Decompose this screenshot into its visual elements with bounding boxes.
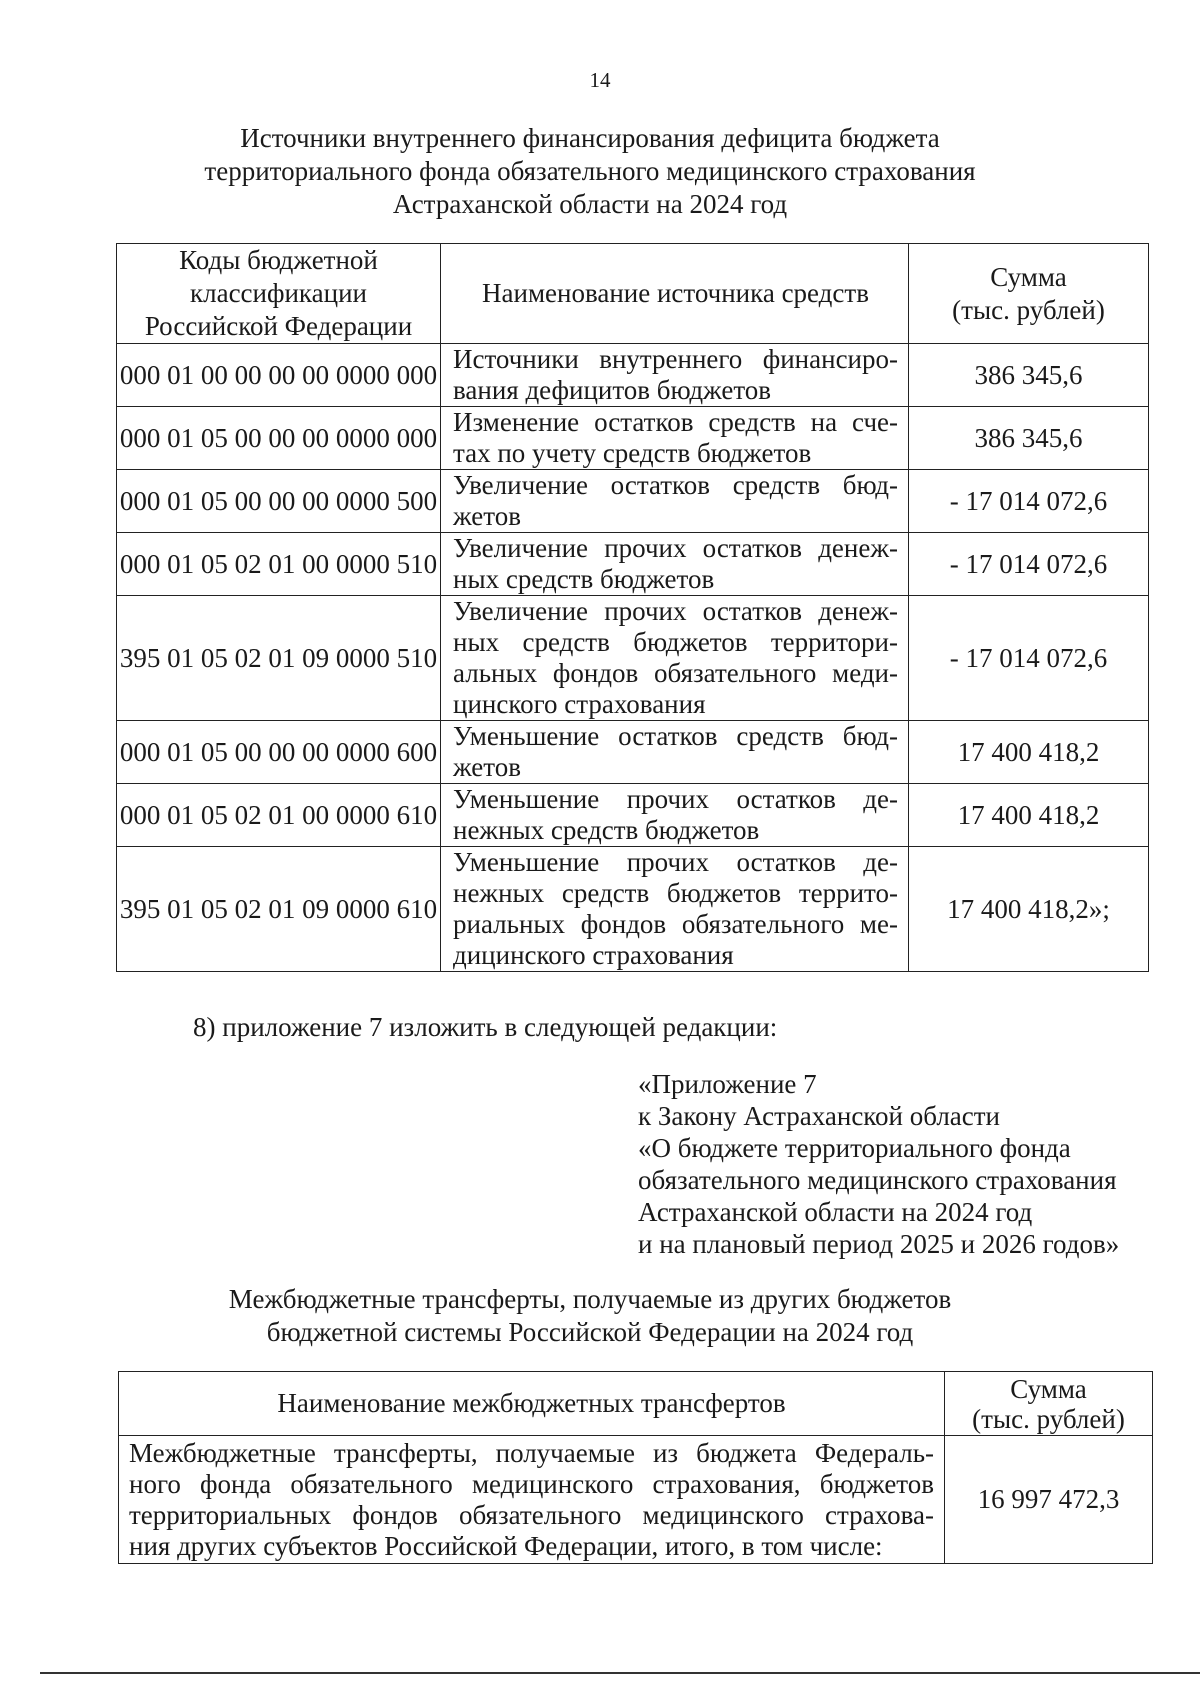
source-name-line: нежных средств бюджетов террито- [453, 878, 898, 908]
appendix-line: обязательного медицинского страхования [638, 1165, 1117, 1195]
source-name-cell [441, 784, 909, 847]
sum-cell: 17 400 418,2 [909, 721, 1149, 784]
section1-title [150, 122, 1030, 221]
header-code-line: Российской Федерации [144, 311, 413, 341]
transfer-name-line: Межбюджетные трансферты, получаемые из бюджета Федераль- [129, 1437, 934, 1468]
section2-title [180, 1283, 1000, 1349]
table-row [117, 344, 1149, 407]
transfers-table [118, 1371, 1153, 1564]
source-name-cell [441, 596, 909, 721]
source-name-cell [441, 407, 909, 470]
source-name-cell [441, 344, 909, 407]
header-sum-line: Сумма [990, 261, 1067, 292]
sum-cell: 17 400 418,2 [909, 784, 1149, 847]
source-name-line: Уменьшение прочих остатков де- [453, 784, 898, 814]
source-name-line: нежных средств бюджетов [453, 815, 760, 845]
appendix-line: и на плановый период 2025 и 2026 годов» [638, 1229, 1120, 1259]
header-code [117, 244, 441, 344]
appendix-line: к Закону Астраханской области [638, 1101, 1001, 1131]
sum-cell: 386 345,6 [909, 344, 1149, 407]
amendment-paragraph: 8) приложение 7 изложить в следующей редакции: [193, 1012, 778, 1042]
transfer-name-line: территориальных фондов обязательного медицинского страхова- [129, 1499, 934, 1530]
appendix-line: Астраханской области на 2024 год [638, 1197, 1033, 1227]
table-row [117, 721, 1149, 784]
header-code-line: Коды бюджетной [179, 245, 378, 275]
source-name-line: вания дефицитов бюджетов [453, 375, 772, 405]
title-line: Источники внутреннего финансирования дефицита бюджета [240, 123, 940, 153]
sum-cell: - 17 014 072,6 [909, 470, 1149, 533]
code-cell: 000 01 05 00 00 00 0000 600 [117, 721, 441, 784]
table-row [117, 470, 1149, 533]
sum-cell: 386 345,6 [909, 407, 1149, 470]
title-line: бюджетной системы Российской Федерации на 2024 год [266, 1317, 914, 1347]
table-row [117, 847, 1149, 972]
appendix-reference [638, 1068, 1119, 1260]
code-cell: 000 01 05 00 00 00 0000 500 [117, 470, 441, 533]
code-cell: 000 01 05 02 01 00 0000 510 [117, 533, 441, 596]
source-name-line: дицинского страхования [453, 940, 734, 970]
code-cell: 395 01 05 02 01 09 0000 610 [117, 847, 441, 972]
source-name-cell [441, 470, 909, 533]
source-name-line: Увеличение остатков средств бюд- [453, 470, 898, 500]
table-row [117, 533, 1149, 596]
source-name-line: Источники внутреннего финансиро- [453, 344, 898, 374]
source-name-line: альных фондов обязательного меди- [453, 658, 898, 688]
source-name-line: Изменение остатков средств на сче- [453, 407, 898, 437]
page-number: 14 [589, 68, 611, 92]
title-line: Астраханской области на 2024 год [392, 189, 788, 219]
title-line: территориального фонда обязательного медицинского страхования [204, 156, 976, 186]
table-row [117, 784, 1149, 847]
header-sum-line: (тыс. рублей) [972, 1403, 1125, 1434]
source-name-cell [441, 721, 909, 784]
header-code-line: классификации [190, 278, 367, 308]
sum-cell: 17 400 418,2»; [909, 847, 1149, 972]
table-row [119, 1436, 1153, 1564]
source-name-line: Увеличение прочих остатков денеж- [453, 533, 898, 563]
header-sum [945, 1372, 1153, 1436]
sum-cell: - 17 014 072,6 [909, 596, 1149, 721]
source-name-line: ных средств бюджетов [453, 564, 715, 594]
table-header-row [119, 1372, 1153, 1436]
source-name-line: жетов [453, 501, 521, 531]
transfer-name-cell [119, 1436, 945, 1564]
source-name-cell [441, 533, 909, 596]
code-cell: 000 01 00 00 00 00 0000 000 [117, 344, 441, 407]
financing-sources-table [116, 243, 1149, 972]
table-row [117, 407, 1149, 470]
sum-cell: 16 997 472,3 [945, 1436, 1153, 1564]
appendix-line: «О бюджете территориального фонда [638, 1133, 1071, 1163]
sum-cell: - 17 014 072,6 [909, 533, 1149, 596]
source-name-line: жетов [453, 752, 521, 782]
bottom-divider [40, 1672, 1200, 1674]
source-name-cell [441, 847, 909, 972]
title-line: Межбюджетные трансферты, получаемые из других бюджетов [228, 1284, 952, 1314]
source-name-line: цинского страхования [453, 689, 706, 719]
table-header-row [117, 244, 1149, 344]
appendix-line: «Приложение 7 [638, 1069, 817, 1099]
source-name-line: ных средств бюджетов территори- [453, 627, 898, 657]
header-name: Наименование источника средств [441, 244, 909, 344]
code-cell: 000 01 05 02 01 00 0000 610 [117, 784, 441, 847]
code-cell: 000 01 05 00 00 00 0000 000 [117, 407, 441, 470]
code-cell: 395 01 05 02 01 09 0000 510 [117, 596, 441, 721]
source-name-line: Увеличение прочих остатков денеж- [453, 596, 898, 626]
table-row [117, 596, 1149, 721]
header-sum-line: (тыс. рублей) [952, 294, 1105, 325]
source-name-line: Уменьшение прочих остатков де- [453, 847, 898, 877]
header-sum-line: Сумма [1010, 1373, 1087, 1404]
source-name-line: Уменьшение остатков средств бюд- [453, 721, 898, 751]
transfer-name-line: ного фонда обязательного медицинского страхования, бюджетов [129, 1468, 934, 1499]
header-sum [909, 244, 1149, 344]
header-transfer-name: Наименование межбюджетных трансфертов [119, 1372, 945, 1436]
source-name-line: тах по учету средств бюджетов [453, 438, 812, 468]
transfer-name-line: ния других субъектов Российской Федерации, итого, в том числе: [129, 1530, 883, 1561]
source-name-line: риальных фондов обязательного ме- [453, 909, 898, 939]
